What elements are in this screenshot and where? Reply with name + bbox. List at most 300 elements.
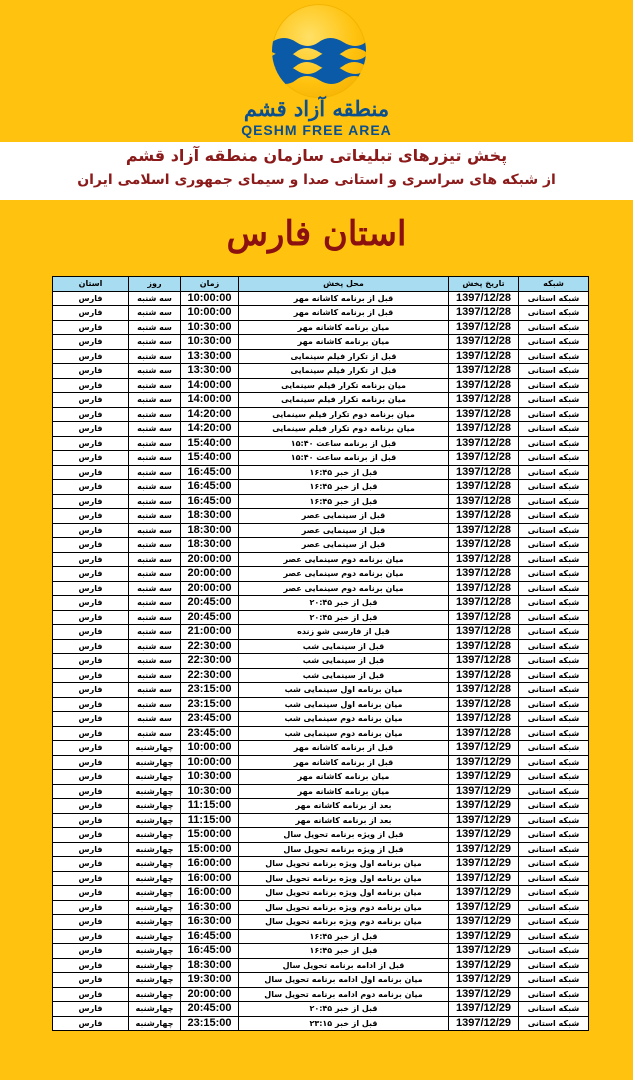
cell-time: 20:45:00 [181, 1002, 239, 1017]
cell-date: 1397/12/28 [449, 538, 519, 553]
cell-network: شبکه استانی [519, 944, 589, 959]
cell-province: فارس [53, 393, 129, 408]
cell-date: 1397/12/29 [449, 900, 519, 915]
cell-date: 1397/12/28 [449, 349, 519, 364]
cell-network: شبکه استانی [519, 393, 589, 408]
cell-date: 1397/12/28 [449, 654, 519, 669]
header-day: روز [129, 277, 181, 292]
cell-network: شبکه استانی [519, 567, 589, 582]
cell-place: قبل از تکرار فیلم سینمایی [239, 349, 449, 364]
cell-network: شبکه استانی [519, 596, 589, 611]
cell-place: میان برنامه تکرار فیلم سینمایی [239, 393, 449, 408]
cell-province: فارس [53, 726, 129, 741]
cell-day: سه شنبه [129, 378, 181, 393]
cell-day: سه شنبه [129, 349, 181, 364]
cell-province: فارس [53, 494, 129, 509]
cell-province: فارس [53, 596, 129, 611]
table-row [53, 291, 589, 306]
table-row [53, 465, 589, 480]
table-row [53, 668, 589, 683]
cell-date: 1397/12/28 [449, 451, 519, 466]
cell-place: میان برنامه اول ادامه برنامه تحویل سال [239, 973, 449, 988]
cell-province: فارس [53, 799, 129, 814]
table-row [53, 683, 589, 698]
cell-province: فارس [53, 639, 129, 654]
cell-day: چهارشنبه [129, 929, 181, 944]
cell-place: قبل از سینمایی عصر [239, 509, 449, 524]
cell-time: 16:00:00 [181, 857, 239, 872]
table-row [53, 349, 589, 364]
cell-time: 14:00:00 [181, 378, 239, 393]
table-row [53, 900, 589, 915]
cell-date: 1397/12/28 [449, 320, 519, 335]
cell-date: 1397/12/28 [449, 494, 519, 509]
cell-date: 1397/12/29 [449, 973, 519, 988]
cell-province: فارس [53, 654, 129, 669]
cell-place: میان برنامه دوم سینمایی عصر [239, 567, 449, 582]
cell-time: 21:00:00 [181, 625, 239, 640]
cell-date: 1397/12/28 [449, 596, 519, 611]
cell-province: فارس [53, 770, 129, 785]
cell-place: میان برنامه دوم سینمایی عصر [239, 581, 449, 596]
cell-province: فارس [53, 567, 129, 582]
table-row [53, 306, 589, 321]
cell-place: میان برنامه کاشانه مهر [239, 320, 449, 335]
cell-day: چهارشنبه [129, 886, 181, 901]
table-row [53, 755, 589, 770]
table-row [53, 335, 589, 350]
cell-time: 22:30:00 [181, 639, 239, 654]
table-row [53, 973, 589, 988]
cell-place: میان برنامه دوم سینمایی شب [239, 726, 449, 741]
cell-province: فارس [53, 973, 129, 988]
cell-time: 16:45:00 [181, 480, 239, 495]
cell-network: شبکه استانی [519, 422, 589, 437]
cell-province: فارس [53, 842, 129, 857]
cell-network: شبکه استانی [519, 509, 589, 524]
cell-day: چهارشنبه [129, 813, 181, 828]
cell-day: چهارشنبه [129, 799, 181, 814]
cell-date: 1397/12/29 [449, 871, 519, 886]
cell-province: فارس [53, 886, 129, 901]
cell-time: 16:30:00 [181, 900, 239, 915]
cell-place: قبل از تکرار فیلم سینمایی [239, 364, 449, 379]
cell-province: فارس [53, 465, 129, 480]
cell-time: 10:30:00 [181, 335, 239, 350]
cell-time: 10:00:00 [181, 755, 239, 770]
header-subtitle: از شبکه های سراسری و استانی صدا و سیمای جمهوری اسلامی ایران [77, 172, 556, 188]
cell-date: 1397/12/28 [449, 480, 519, 495]
table-row [53, 610, 589, 625]
cell-network: شبکه استانی [519, 349, 589, 364]
cell-time: 20:00:00 [181, 987, 239, 1002]
cell-network: شبکه استانی [519, 625, 589, 640]
cell-place: میان برنامه اول سینمایی شب [239, 683, 449, 698]
table-row [53, 871, 589, 886]
table-row [53, 509, 589, 524]
table-row [53, 407, 589, 422]
cell-date: 1397/12/28 [449, 639, 519, 654]
cell-day: چهارشنبه [129, 770, 181, 785]
cell-province: فارس [53, 378, 129, 393]
cell-province: فارس [53, 364, 129, 379]
cell-time: 18:30:00 [181, 509, 239, 524]
cell-day: سه شنبه [129, 625, 181, 640]
cell-day: سه شنبه [129, 393, 181, 408]
table-row [53, 929, 589, 944]
cell-place: بعد از برنامه کاشانه مهر [239, 813, 449, 828]
cell-network: شبکه استانی [519, 1002, 589, 1017]
logo-text-persian: منطقه آزاد قشم [243, 96, 390, 121]
cell-network: شبکه استانی [519, 813, 589, 828]
cell-time: 11:15:00 [181, 799, 239, 814]
cell-date: 1397/12/29 [449, 987, 519, 1002]
cell-province: فارس [53, 712, 129, 727]
cell-province: فارس [53, 436, 129, 451]
cell-province: فارس [53, 697, 129, 712]
cell-province: فارس [53, 871, 129, 886]
cell-day: سه شنبه [129, 422, 181, 437]
cell-province: فارس [53, 538, 129, 553]
cell-network: شبکه استانی [519, 364, 589, 379]
table-row [53, 422, 589, 437]
cell-day: سه شنبه [129, 726, 181, 741]
cell-day: چهارشنبه [129, 828, 181, 843]
cell-province: فارس [53, 291, 129, 306]
cell-date: 1397/12/29 [449, 915, 519, 930]
cell-province: فارس [53, 581, 129, 596]
cell-place: میان برنامه دوم سینمایی شب [239, 712, 449, 727]
cell-date: 1397/12/29 [449, 799, 519, 814]
table-header-row [53, 277, 589, 292]
cell-date: 1397/12/29 [449, 857, 519, 872]
cell-date: 1397/12/28 [449, 465, 519, 480]
cell-network: شبکه استانی [519, 683, 589, 698]
cell-day: سه شنبه [129, 668, 181, 683]
cell-time: 20:45:00 [181, 610, 239, 625]
cell-network: شبکه استانی [519, 436, 589, 451]
cell-network: شبکه استانی [519, 915, 589, 930]
cell-network: شبکه استانی [519, 610, 589, 625]
cell-province: فارس [53, 625, 129, 640]
cell-place: قبل از سینمایی شب [239, 639, 449, 654]
cell-time: 13:30:00 [181, 364, 239, 379]
table-row [53, 494, 589, 509]
cell-day: چهارشنبه [129, 842, 181, 857]
cell-province: فارس [53, 944, 129, 959]
cell-network: شبکه استانی [519, 712, 589, 727]
cell-place: میان برنامه دوم ویژه برنامه تحویل سال [239, 915, 449, 930]
table-row [53, 393, 589, 408]
cell-date: 1397/12/29 [449, 842, 519, 857]
cell-day: چهارشنبه [129, 1016, 181, 1031]
table-row [53, 828, 589, 843]
table-row [53, 364, 589, 379]
cell-network: شبکه استانی [519, 784, 589, 799]
cell-place: قبل از خبر ۱۶:۴۵ [239, 944, 449, 959]
cell-network: شبکه استانی [519, 741, 589, 756]
cell-time: 13:30:00 [181, 349, 239, 364]
cell-day: چهارشنبه [129, 958, 181, 973]
cell-time: 14:20:00 [181, 407, 239, 422]
table-row [53, 552, 589, 567]
cell-place: قبل از برنامه ساعت ۱۵:۴۰ [239, 436, 449, 451]
cell-place: قبل از ادامه برنامه تحویل سال [239, 958, 449, 973]
cell-place: میان برنامه اول ویژه برنامه تحویل سال [239, 857, 449, 872]
cell-network: شبکه استانی [519, 552, 589, 567]
logo [0, 0, 633, 142]
cell-day: سه شنبه [129, 538, 181, 553]
table-row [53, 523, 589, 538]
cell-time: 10:30:00 [181, 784, 239, 799]
table-row [53, 886, 589, 901]
cell-place: قبل از برنامه کاشانه مهر [239, 741, 449, 756]
cell-time: 16:45:00 [181, 465, 239, 480]
cell-time: 11:15:00 [181, 813, 239, 828]
cell-network: شبکه استانی [519, 799, 589, 814]
table-row [53, 1016, 589, 1031]
cell-network: شبکه استانی [519, 1016, 589, 1031]
table-row [53, 581, 589, 596]
cell-day: چهارشنبه [129, 973, 181, 988]
cell-day: سه شنبه [129, 712, 181, 727]
cell-day: سه شنبه [129, 306, 181, 321]
cell-place: میان برنامه دوم تکرار فیلم سینمایی [239, 407, 449, 422]
cell-place: قبل از برنامه ساعت ۱۵:۴۰ [239, 451, 449, 466]
cell-date: 1397/12/28 [449, 523, 519, 538]
cell-day: سه شنبه [129, 654, 181, 669]
cell-day: سه شنبه [129, 596, 181, 611]
cell-day: سه شنبه [129, 683, 181, 698]
table-row [53, 712, 589, 727]
cell-day: سه شنبه [129, 335, 181, 350]
cell-time: 15:00:00 [181, 828, 239, 843]
cell-province: فارس [53, 987, 129, 1002]
cell-date: 1397/12/28 [449, 581, 519, 596]
cell-place: قبل از برنامه کاشانه مهر [239, 306, 449, 321]
cell-province: فارس [53, 1002, 129, 1017]
table-row [53, 436, 589, 451]
cell-network: شبکه استانی [519, 929, 589, 944]
cell-time: 22:30:00 [181, 668, 239, 683]
cell-date: 1397/12/28 [449, 712, 519, 727]
cell-day: سه شنبه [129, 451, 181, 466]
cell-province: فارس [53, 320, 129, 335]
cell-time: 20:00:00 [181, 552, 239, 567]
cell-province: فارس [53, 755, 129, 770]
cell-place: میان برنامه دوم ادامه برنامه تحویل سال [239, 987, 449, 1002]
cell-day: سه شنبه [129, 364, 181, 379]
cell-province: فارس [53, 349, 129, 364]
cell-province: فارس [53, 668, 129, 683]
cell-day: چهارشنبه [129, 915, 181, 930]
cell-time: 15:40:00 [181, 451, 239, 466]
table-row [53, 697, 589, 712]
cell-place: میان برنامه اول ویژه برنامه تحویل سال [239, 871, 449, 886]
table-row [53, 857, 589, 872]
table-row [53, 596, 589, 611]
cell-network: شبکه استانی [519, 668, 589, 683]
cell-date: 1397/12/29 [449, 784, 519, 799]
cell-date: 1397/12/28 [449, 436, 519, 451]
cell-province: فارس [53, 958, 129, 973]
cell-time: 14:20:00 [181, 422, 239, 437]
cell-time: 19:30:00 [181, 973, 239, 988]
cell-day: سه شنبه [129, 407, 181, 422]
cell-place: میان برنامه کاشانه مهر [239, 770, 449, 785]
cell-place: میان برنامه دوم تکرار فیلم سینمایی [239, 422, 449, 437]
cell-date: 1397/12/28 [449, 306, 519, 321]
cell-province: فارس [53, 900, 129, 915]
cell-province: فارس [53, 480, 129, 495]
table-row [53, 799, 589, 814]
cell-time: 20:45:00 [181, 596, 239, 611]
cell-day: سه شنبه [129, 581, 181, 596]
table-row [53, 915, 589, 930]
table-row [53, 741, 589, 756]
cell-time: 18:30:00 [181, 958, 239, 973]
cell-province: فارس [53, 683, 129, 698]
cell-day: سه شنبه [129, 291, 181, 306]
header-network: شبکه [519, 277, 589, 292]
cell-day: سه شنبه [129, 436, 181, 451]
cell-day: چهارشنبه [129, 900, 181, 915]
cell-date: 1397/12/28 [449, 407, 519, 422]
cell-network: شبکه استانی [519, 886, 589, 901]
cell-place: بعد از برنامه کاشانه مهر [239, 799, 449, 814]
cell-day: سه شنبه [129, 480, 181, 495]
cell-place: میان برنامه اول ویژه برنامه تحویل سال [239, 886, 449, 901]
cell-time: 10:00:00 [181, 291, 239, 306]
cell-province: فارس [53, 552, 129, 567]
cell-place: میان برنامه کاشانه مهر [239, 335, 449, 350]
cell-date: 1397/12/28 [449, 335, 519, 350]
cell-network: شبکه استانی [519, 828, 589, 843]
cell-time: 22:30:00 [181, 654, 239, 669]
cell-place: قبل از ویژه برنامه تحویل سال [239, 842, 449, 857]
cell-province: فارس [53, 784, 129, 799]
cell-network: شبکه استانی [519, 755, 589, 770]
cell-time: 23:15:00 [181, 697, 239, 712]
cell-place: قبل از سینمایی شب [239, 668, 449, 683]
table-row [53, 958, 589, 973]
cell-date: 1397/12/28 [449, 610, 519, 625]
cell-place: میان برنامه اول سینمایی شب [239, 697, 449, 712]
cell-time: 23:15:00 [181, 1016, 239, 1031]
cell-network: شبکه استانی [519, 538, 589, 553]
cell-place: قبل از سینمایی شب [239, 654, 449, 669]
cell-date: 1397/12/29 [449, 944, 519, 959]
qeshm-waves-icon [272, 4, 366, 98]
cell-place: قبل از خبر ۱۶:۴۵ [239, 494, 449, 509]
cell-day: چهارشنبه [129, 784, 181, 799]
cell-place: قبل از برنامه کاشانه مهر [239, 291, 449, 306]
header-place: محل پخش [239, 277, 449, 292]
cell-province: فارس [53, 335, 129, 350]
cell-time: 18:30:00 [181, 523, 239, 538]
cell-province: فارس [53, 741, 129, 756]
schedule-table [52, 276, 589, 1031]
cell-day: سه شنبه [129, 639, 181, 654]
header-province: استان [53, 277, 129, 292]
cell-time: 16:45:00 [181, 929, 239, 944]
table-row [53, 813, 589, 828]
cell-network: شبکه استانی [519, 654, 589, 669]
cell-day: سه شنبه [129, 552, 181, 567]
cell-date: 1397/12/28 [449, 697, 519, 712]
cell-network: شبکه استانی [519, 726, 589, 741]
cell-place: قبل از سینمایی عصر [239, 538, 449, 553]
cell-date: 1397/12/28 [449, 364, 519, 379]
cell-place: میان برنامه دوم سینمایی عصر [239, 552, 449, 567]
schedule-table-wrap [52, 276, 588, 1031]
cell-date: 1397/12/29 [449, 929, 519, 944]
table-row [53, 480, 589, 495]
cell-province: فارس [53, 915, 129, 930]
cell-place: قبل از فارسی شو زنده [239, 625, 449, 640]
cell-day: سه شنبه [129, 567, 181, 582]
cell-time: 16:30:00 [181, 915, 239, 930]
cell-date: 1397/12/28 [449, 552, 519, 567]
cell-time: 23:45:00 [181, 712, 239, 727]
cell-date: 1397/12/29 [449, 770, 519, 785]
cell-day: سه شنبه [129, 494, 181, 509]
table-row [53, 538, 589, 553]
table-row [53, 987, 589, 1002]
cell-network: شبکه استانی [519, 320, 589, 335]
cell-network: شبکه استانی [519, 987, 589, 1002]
cell-network: شبکه استانی [519, 523, 589, 538]
cell-network: شبکه استانی [519, 697, 589, 712]
cell-place: قبل از خبر ۲۳:۱۵ [239, 1016, 449, 1031]
cell-network: شبکه استانی [519, 335, 589, 350]
cell-province: فارس [53, 610, 129, 625]
cell-network: شبکه استانی [519, 958, 589, 973]
cell-place: قبل از برنامه کاشانه مهر [239, 755, 449, 770]
cell-time: 18:30:00 [181, 538, 239, 553]
cell-date: 1397/12/29 [449, 958, 519, 973]
cell-province: فارس [53, 509, 129, 524]
cell-place: میان برنامه تکرار فیلم سینمایی [239, 378, 449, 393]
cell-time: 10:00:00 [181, 741, 239, 756]
cell-province: فارس [53, 451, 129, 466]
cell-day: سه شنبه [129, 523, 181, 538]
cell-date: 1397/12/28 [449, 422, 519, 437]
table-body [53, 291, 589, 1031]
cell-date: 1397/12/28 [449, 509, 519, 524]
cell-network: شبکه استانی [519, 973, 589, 988]
cell-time: 16:00:00 [181, 871, 239, 886]
cell-date: 1397/12/28 [449, 625, 519, 640]
header-date: تاریخ پخش [449, 277, 519, 292]
cell-place: قبل از خبر ۱۶:۴۵ [239, 480, 449, 495]
cell-date: 1397/12/29 [449, 828, 519, 843]
cell-date: 1397/12/28 [449, 668, 519, 683]
cell-date: 1397/12/29 [449, 755, 519, 770]
cell-network: شبکه استانی [519, 451, 589, 466]
cell-place: قبل از خبر ۲۰:۴۵ [239, 1002, 449, 1017]
cell-time: 16:00:00 [181, 886, 239, 901]
cell-day: سه شنبه [129, 697, 181, 712]
cell-time: 10:30:00 [181, 320, 239, 335]
cell-time: 23:45:00 [181, 726, 239, 741]
table-row [53, 842, 589, 857]
table-row [53, 770, 589, 785]
table-row [53, 378, 589, 393]
cell-network: شبکه استانی [519, 842, 589, 857]
header-title: پخش تیزرهای تبلیغاتی سازمان منطقه آزاد قشم [125, 146, 508, 165]
cell-network: شبکه استانی [519, 407, 589, 422]
